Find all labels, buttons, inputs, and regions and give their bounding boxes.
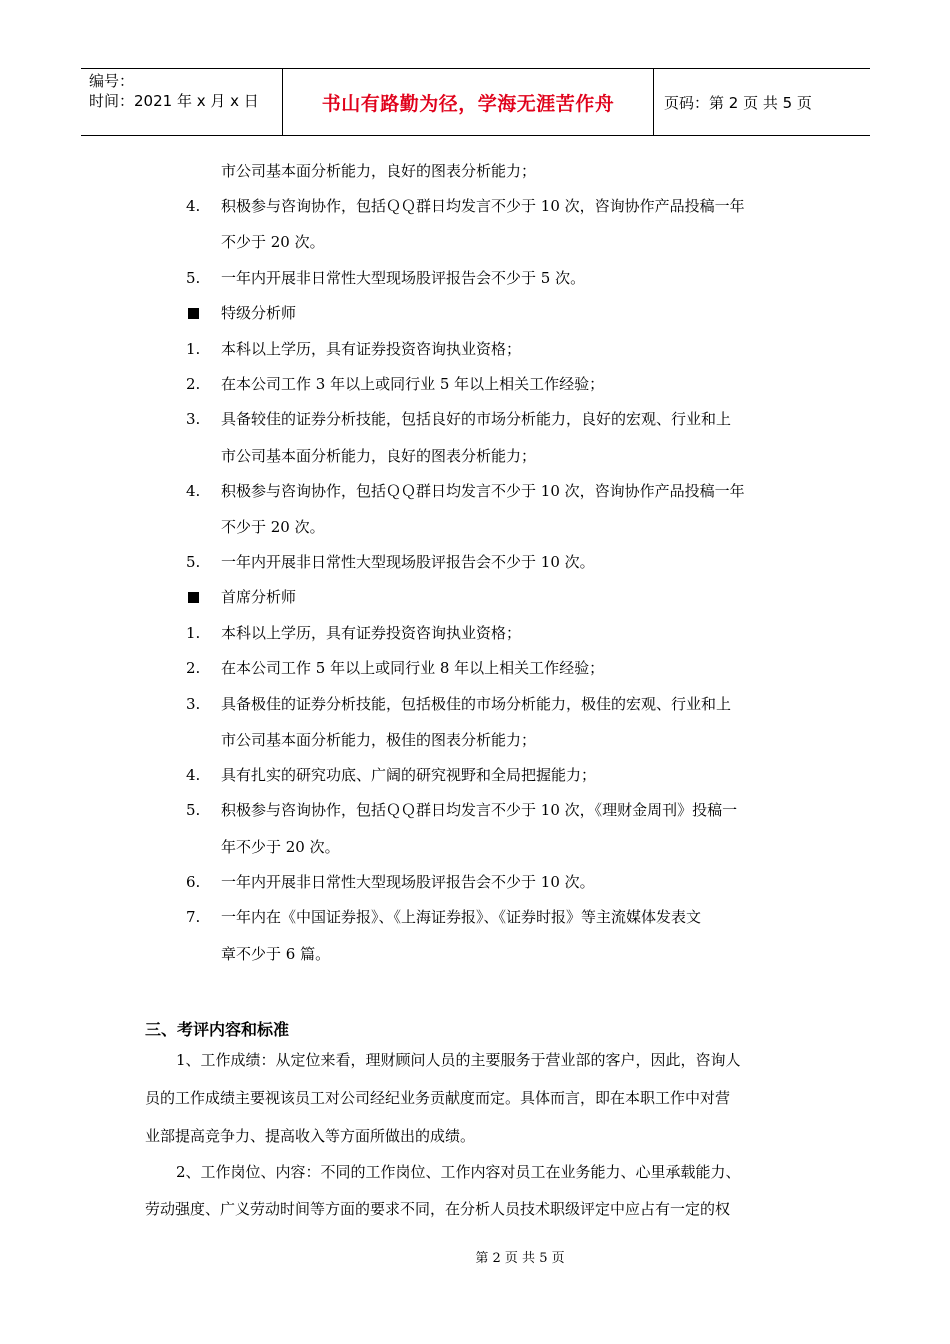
time-label: 时间：2021 年 x 月 x 日 <box>89 92 259 110</box>
page-header <box>81 68 870 136</box>
text-line: 积极参与咨询协作，包括ＱＱ群日均发言不少于 10 次，咨询协作产品投稿一年 <box>221 197 745 215</box>
text-line: 在本公司工作 3 年以上或同行业 5 年以上相关工作经验； <box>221 375 605 393</box>
text-line: 不少于 20 次。 <box>221 518 325 536</box>
item-number: 1. <box>186 340 201 358</box>
paragraph-line: 员的工作成绩主要视该员工对公司经纪业务贡献度而定。具体而言，即在本职工作中对营 <box>145 1089 731 1107</box>
text-line: 积极参与咨询协作，包括ＱＱ群日均发言不少于 10 次，咨询协作产品投稿一年 <box>221 482 745 500</box>
text-line: 具备极佳的证券分析技能，包括极佳的市场分析能力，极佳的宏观、行业和上 <box>221 695 732 713</box>
text-line: 不少于 20 次。 <box>221 233 325 251</box>
square-bullet-icon <box>188 592 199 603</box>
text-line: 本科以上学历，具有证券投资咨询执业资格； <box>221 340 522 358</box>
section-heading: 三、考评内容和标准 <box>145 1020 290 1039</box>
page-footer: 第 2 页 共 5 页 <box>475 1251 565 1266</box>
text-line: 一年内开展非日常性大型现场股评报告会不少于 5 次。 <box>221 269 586 287</box>
header-meta <box>81 69 282 135</box>
text-line: 年不少于 20 次。 <box>221 838 340 856</box>
item-number: 4. <box>186 482 201 500</box>
paragraph-line: 业部提高竞争力、提高收入等方面所做出的成绩。 <box>145 1127 476 1145</box>
text-line: 市公司基本面分析能力，极佳的图表分析能力； <box>221 731 537 749</box>
item-number: 6. <box>186 873 201 891</box>
item-number: 5. <box>186 553 201 571</box>
item-number: 7. <box>186 908 201 926</box>
code-label: 编号： <box>89 72 135 90</box>
item-number: 2. <box>186 375 201 393</box>
paragraph-line: 1、工作成绩：从定位来看，理财顾问人员的主要服务于营业部的客户，因此，咨询人 <box>176 1051 741 1069</box>
paragraph-line: 2、工作岗位、内容：不同的工作岗位、工作内容对员工在业务能力、心里承载能力、 <box>176 1163 741 1181</box>
item-number: 2. <box>186 659 201 677</box>
text-line: 具备较佳的证券分析技能，包括良好的市场分析能力，良好的宏观、行业和上 <box>221 410 732 428</box>
item-number: 4. <box>186 197 201 215</box>
item-number: 3. <box>186 410 201 428</box>
motto: 书山有路勤为径，学海无涯苦作舟 <box>321 92 615 115</box>
section-label: 首席分析师 <box>221 588 297 606</box>
item-number: 5. <box>186 269 201 287</box>
paragraph-line: 劳动强度、广义劳动时间等方面的要求不同，在分析人员技术职级评定中应占有一定的权 <box>145 1200 731 1218</box>
page-info: 页码：第 2 页 共 5 页 <box>664 93 812 112</box>
text-line: 一年内开展非日常性大型现场股评报告会不少于 10 次。 <box>221 873 595 891</box>
text-line: 一年内开展非日常性大型现场股评报告会不少于 10 次。 <box>221 553 595 571</box>
item-number: 1. <box>186 624 201 642</box>
item-number: 4. <box>186 766 201 784</box>
item-number: 3. <box>186 695 201 713</box>
header-motto-cell <box>282 69 654 135</box>
text-line: 积极参与咨询协作，包括ＱＱ群日均发言不少于 10 次，《理财金周刊》投稿一 <box>221 801 738 819</box>
text-line: 章不少于 6 篇。 <box>221 945 331 963</box>
square-bullet-icon <box>188 308 199 319</box>
item-number: 5. <box>186 801 201 819</box>
text-line: 市公司基本面分析能力，良好的图表分析能力； <box>221 162 537 180</box>
text-line: 一年内在《中国证券报》、《上海证券报》、《证券时报》等主流媒体发表文 <box>221 908 702 926</box>
text-line: 市公司基本面分析能力，良好的图表分析能力； <box>221 447 537 465</box>
text-line: 具有扎实的研究功底、广阔的研究视野和全局把握能力； <box>221 766 597 784</box>
text-line: 本科以上学历，具有证券投资咨询执业资格； <box>221 624 522 642</box>
text-line: 在本公司工作 5 年以上或同行业 8 年以上相关工作经验； <box>221 659 605 677</box>
section-label: 特级分析师 <box>221 304 297 322</box>
